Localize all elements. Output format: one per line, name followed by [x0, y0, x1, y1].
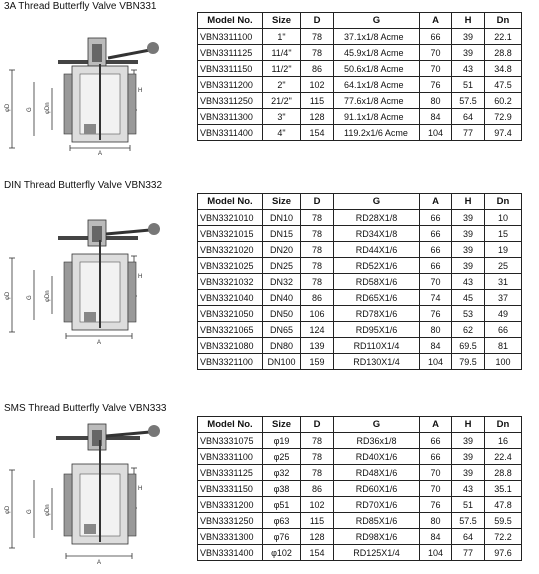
d-cell: 78: [301, 45, 334, 61]
table-header-row: [198, 417, 522, 433]
a-cell: 70: [420, 45, 452, 61]
size-cell: 1": [263, 29, 301, 45]
size-cell: 11/4": [263, 45, 301, 61]
d-cell: 78: [301, 242, 334, 258]
col-header-h: H: [452, 13, 485, 29]
dn-cell: 100: [485, 354, 522, 370]
col-header-g: G: [334, 417, 420, 433]
h-cell: 77: [452, 125, 485, 141]
d-cell: 78: [301, 210, 334, 226]
model-cell: VBN3321015: [198, 226, 263, 242]
d-cell: 78: [301, 29, 334, 45]
g-cell: 91.1x1/8 Acme: [334, 109, 420, 125]
a-cell: 80: [420, 322, 452, 338]
table-row: [198, 109, 522, 125]
dn-cell: 60.2: [485, 93, 522, 109]
dn-cell: 22.4: [485, 449, 522, 465]
size-cell: DN80: [263, 338, 301, 354]
g-cell: RD58X1/6: [334, 274, 420, 290]
d-cell: 102: [301, 497, 334, 513]
a-cell: 80: [420, 93, 452, 109]
g-cell: RD48X1/6: [334, 465, 420, 481]
size-cell: DN32: [263, 274, 301, 290]
g-cell: RD65X1/6: [334, 290, 420, 306]
dn-cell: 22.1: [485, 29, 522, 45]
d-cell: 154: [301, 125, 334, 141]
col-header-d: D: [301, 417, 334, 433]
h-cell: 64: [452, 109, 485, 125]
d-cell: 78: [301, 465, 334, 481]
col-header-d: D: [301, 194, 334, 210]
a-cell: 76: [420, 306, 452, 322]
d-cell: 124: [301, 322, 334, 338]
table-row: [198, 497, 522, 513]
col-header-g: G: [334, 13, 420, 29]
a-cell: 70: [420, 481, 452, 497]
a-cell: 80: [420, 513, 452, 529]
h-cell: 39: [452, 226, 485, 242]
g-cell: RD40X1/6: [334, 449, 420, 465]
size-cell: DN40: [263, 290, 301, 306]
col-header-h: H: [452, 417, 485, 433]
d-cell: 106: [301, 306, 334, 322]
h-cell: 57.5: [452, 93, 485, 109]
a-cell: 66: [420, 29, 452, 45]
a-cell: 66: [420, 258, 452, 274]
size-cell: φ63: [263, 513, 301, 529]
dn-cell: 47.8: [485, 497, 522, 513]
size-cell: DN10: [263, 210, 301, 226]
table-row: [198, 29, 522, 45]
g-cell: RD130X1/4: [334, 354, 420, 370]
col-header-a: A: [420, 417, 452, 433]
size-cell: 21/2": [263, 93, 301, 109]
dn-cell: 66: [485, 322, 522, 338]
dn-cell: 25: [485, 258, 522, 274]
col-header-size: Size: [263, 13, 301, 29]
model-cell: VBN3321080: [198, 338, 263, 354]
d-cell: 102: [301, 77, 334, 93]
svg-text:φDn: φDn: [45, 102, 51, 114]
table-row: [198, 354, 522, 370]
valve-drawing-vbn332: [0, 196, 196, 346]
dn-cell: 31: [485, 274, 522, 290]
size-cell: DN50: [263, 306, 301, 322]
svg-text:H: H: [138, 88, 143, 94]
col-header-dn: Dn: [485, 194, 522, 210]
model-cell: VBN3321050: [198, 306, 263, 322]
table-row: [198, 274, 522, 290]
dn-cell: 47.5: [485, 77, 522, 93]
model-cell: VBN3321020: [198, 242, 263, 258]
g-cell: RD125X1/4: [334, 545, 420, 561]
col-header-a: A: [420, 13, 452, 29]
h-cell: 53: [452, 306, 485, 322]
size-cell: φ76: [263, 529, 301, 545]
col-header-model: Model No.: [198, 194, 263, 210]
spec-table-vbn333: [197, 416, 522, 561]
table-row: [198, 322, 522, 338]
col-header-dn: Dn: [485, 13, 522, 29]
svg-text:H: H: [138, 274, 143, 280]
valve-drawing-vbn331: [0, 14, 196, 156]
g-cell: RD85X1/6: [334, 513, 420, 529]
a-cell: 76: [420, 77, 452, 93]
g-cell: RD52X1/6: [334, 258, 420, 274]
valve-drawing-vbn333: [0, 418, 196, 568]
svg-text:A: A: [97, 560, 102, 566]
model-cell: VBN3331125: [198, 465, 263, 481]
a-cell: 66: [420, 449, 452, 465]
dn-cell: 10: [485, 210, 522, 226]
col-header-dn: Dn: [485, 417, 522, 433]
a-cell: 104: [420, 354, 452, 370]
g-cell: RD98X1/6: [334, 529, 420, 545]
h-cell: 39: [452, 29, 485, 45]
g-cell: RD34X1/8: [334, 226, 420, 242]
h-cell: 79.5: [452, 354, 485, 370]
model-cell: VBN3311200: [198, 77, 263, 93]
svg-text:G: G: [27, 295, 33, 300]
g-cell: 119.2x1/6 Acme: [334, 125, 420, 141]
size-cell: φ51: [263, 497, 301, 513]
d-cell: 78: [301, 433, 334, 449]
d-cell: 115: [301, 513, 334, 529]
table-row: [198, 93, 522, 109]
h-cell: 64: [452, 529, 485, 545]
spec-table-vbn332: [197, 193, 522, 370]
size-cell: DN100: [263, 354, 301, 370]
h-cell: 39: [452, 210, 485, 226]
size-cell: 11/2": [263, 61, 301, 77]
g-cell: RD110X1/4: [334, 338, 420, 354]
dn-cell: 97.4: [485, 125, 522, 141]
h-cell: 39: [452, 45, 485, 61]
a-cell: 76: [420, 497, 452, 513]
a-cell: 104: [420, 125, 452, 141]
svg-text:G: G: [27, 107, 33, 112]
col-header-d: D: [301, 13, 334, 29]
col-header-model: Model No.: [198, 13, 263, 29]
d-cell: 86: [301, 61, 334, 77]
g-cell: 45.9x1/8 Acme: [334, 45, 420, 61]
table-row: [198, 125, 522, 141]
table-row: [198, 449, 522, 465]
table-row: [198, 306, 522, 322]
d-cell: 86: [301, 481, 334, 497]
h-cell: 39: [452, 449, 485, 465]
table-row: [198, 481, 522, 497]
dn-cell: 81: [485, 338, 522, 354]
col-header-model: Model No.: [198, 417, 263, 433]
g-cell: 50.6x1/8 Acme: [334, 61, 420, 77]
col-header-a: A: [420, 194, 452, 210]
col-header-h: H: [452, 194, 485, 210]
h-cell: 69.5: [452, 338, 485, 354]
dn-cell: 59.5: [485, 513, 522, 529]
size-cell: 3": [263, 109, 301, 125]
model-cell: VBN3331075: [198, 433, 263, 449]
table-row: [198, 61, 522, 77]
g-cell: RD36x1/8: [334, 433, 420, 449]
section-title-vbn333: SMS Thread Butterfly Valve VBN333: [4, 403, 167, 414]
g-cell: RD28X1/8: [334, 210, 420, 226]
model-cell: VBN3331150: [198, 481, 263, 497]
d-cell: 139: [301, 338, 334, 354]
dn-cell: 72.9: [485, 109, 522, 125]
model-cell: VBN3331100: [198, 449, 263, 465]
h-cell: 77: [452, 545, 485, 561]
h-cell: 43: [452, 274, 485, 290]
dn-cell: 37: [485, 290, 522, 306]
d-cell: 115: [301, 93, 334, 109]
model-cell: VBN3311125: [198, 45, 263, 61]
table-row: [198, 545, 522, 561]
model-cell: VBN3331250: [198, 513, 263, 529]
g-cell: RD78X1/6: [334, 306, 420, 322]
g-cell: 77.6x1/8 Acme: [334, 93, 420, 109]
h-cell: 39: [452, 242, 485, 258]
table-row: [198, 210, 522, 226]
model-cell: VBN3321010: [198, 210, 263, 226]
h-cell: 51: [452, 497, 485, 513]
section-title-vbn332: DIN Thread Butterfly Valve VBN332: [4, 180, 163, 191]
svg-text:H: H: [138, 486, 143, 492]
size-cell: DN15: [263, 226, 301, 242]
table-row: [198, 290, 522, 306]
d-cell: 78: [301, 449, 334, 465]
d-cell: 86: [301, 290, 334, 306]
size-cell: φ25: [263, 449, 301, 465]
size-cell: DN20: [263, 242, 301, 258]
a-cell: 66: [420, 433, 452, 449]
svg-text:G: G: [27, 509, 33, 514]
model-cell: VBN3311100: [198, 29, 263, 45]
a-cell: 84: [420, 338, 452, 354]
svg-text:A: A: [98, 151, 103, 156]
h-cell: 51: [452, 77, 485, 93]
model-cell: VBN3321065: [198, 322, 263, 338]
table-row: [198, 338, 522, 354]
dn-cell: 16: [485, 433, 522, 449]
dn-cell: 34.8: [485, 61, 522, 77]
table-row: [198, 242, 522, 258]
g-cell: RD95X1/6: [334, 322, 420, 338]
d-cell: 154: [301, 545, 334, 561]
g-cell: RD70X1/6: [334, 497, 420, 513]
table-header-row: [198, 194, 522, 210]
a-cell: 84: [420, 109, 452, 125]
model-cell: VBN3311400: [198, 125, 263, 141]
model-cell: VBN3311150: [198, 61, 263, 77]
dn-cell: 28.8: [485, 465, 522, 481]
size-cell: DN65: [263, 322, 301, 338]
model-cell: VBN3311300: [198, 109, 263, 125]
svg-text:φD: φD: [5, 505, 11, 514]
size-cell: φ102: [263, 545, 301, 561]
dn-cell: 19: [485, 242, 522, 258]
col-header-size: Size: [263, 194, 301, 210]
g-cell: RD60X1/6: [334, 481, 420, 497]
h-cell: 43: [452, 481, 485, 497]
a-cell: 70: [420, 274, 452, 290]
dn-cell: 97.6: [485, 545, 522, 561]
h-cell: 39: [452, 465, 485, 481]
dn-cell: 28.8: [485, 45, 522, 61]
model-cell: VBN3321040: [198, 290, 263, 306]
svg-text:φDn: φDn: [45, 504, 51, 516]
a-cell: 66: [420, 242, 452, 258]
svg-text:φDn: φDn: [45, 290, 51, 302]
dn-cell: 72.2: [485, 529, 522, 545]
table-row: [198, 77, 522, 93]
h-cell: 39: [452, 433, 485, 449]
d-cell: 159: [301, 354, 334, 370]
a-cell: 70: [420, 465, 452, 481]
h-cell: 45: [452, 290, 485, 306]
a-cell: 66: [420, 226, 452, 242]
col-header-size: Size: [263, 417, 301, 433]
a-cell: 70: [420, 61, 452, 77]
model-cell: VBN3321025: [198, 258, 263, 274]
g-cell: 64.1x1/8 Acme: [334, 77, 420, 93]
d-cell: 128: [301, 529, 334, 545]
g-cell: RD44X1/6: [334, 242, 420, 258]
g-cell: 37.1x1/8 Acme: [334, 29, 420, 45]
size-cell: 2": [263, 77, 301, 93]
size-cell: φ32: [263, 465, 301, 481]
h-cell: 62: [452, 322, 485, 338]
a-cell: 66: [420, 210, 452, 226]
svg-text:φD: φD: [5, 291, 11, 300]
model-cell: VBN3331300: [198, 529, 263, 545]
size-cell: 4": [263, 125, 301, 141]
table-row: [198, 529, 522, 545]
d-cell: 78: [301, 226, 334, 242]
h-cell: 57.5: [452, 513, 485, 529]
a-cell: 74: [420, 290, 452, 306]
model-cell: VBN3321100: [198, 354, 263, 370]
table-header-row: [198, 13, 522, 29]
d-cell: 128: [301, 109, 334, 125]
table-row: [198, 513, 522, 529]
col-header-g: G: [334, 194, 420, 210]
model-cell: VBN3321032: [198, 274, 263, 290]
dn-cell: 15: [485, 226, 522, 242]
table-row: [198, 433, 522, 449]
h-cell: 39: [452, 258, 485, 274]
spec-table-vbn331: [197, 12, 522, 141]
size-cell: φ38: [263, 481, 301, 497]
svg-text:A: A: [97, 340, 102, 346]
a-cell: 104: [420, 545, 452, 561]
section-title-vbn331: 3A Thread Butterfly Valve VBN331: [4, 1, 157, 12]
dn-cell: 35.1: [485, 481, 522, 497]
size-cell: DN25: [263, 258, 301, 274]
table-row: [198, 465, 522, 481]
dn-cell: 49: [485, 306, 522, 322]
d-cell: 78: [301, 258, 334, 274]
d-cell: 78: [301, 274, 334, 290]
table-row: [198, 258, 522, 274]
h-cell: 43: [452, 61, 485, 77]
model-cell: VBN3311250: [198, 93, 263, 109]
table-row: [198, 226, 522, 242]
model-cell: VBN3331200: [198, 497, 263, 513]
table-row: [198, 45, 522, 61]
svg-text:φD: φD: [5, 103, 11, 112]
a-cell: 84: [420, 529, 452, 545]
model-cell: VBN3331400: [198, 545, 263, 561]
size-cell: φ19: [263, 433, 301, 449]
